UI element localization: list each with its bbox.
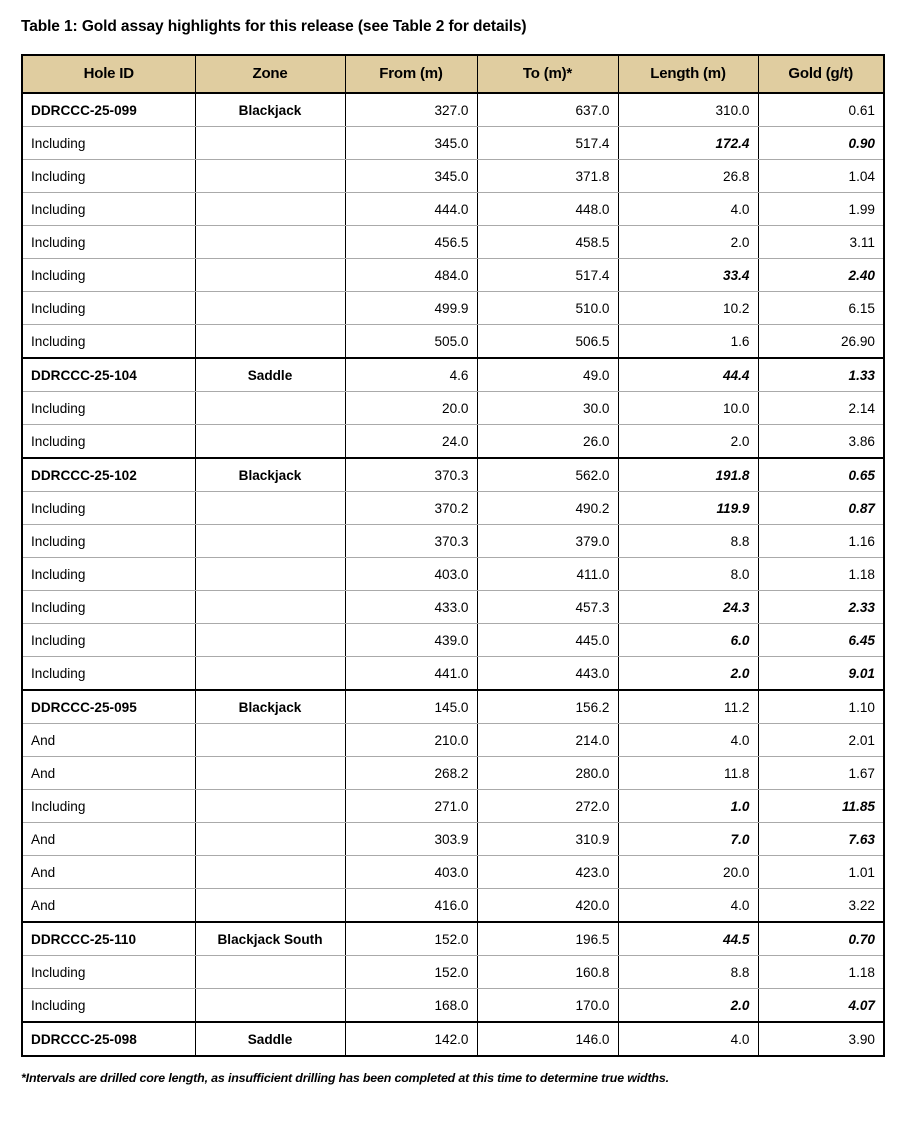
table-row <box>22 160 884 193</box>
cell-to: 506.5 <box>477 325 618 359</box>
cell-to: 280.0 <box>477 757 618 790</box>
cell-hole-id: And <box>22 823 195 856</box>
cell-from: 24.0 <box>345 425 477 459</box>
gold-assay-table <box>21 54 885 1057</box>
cell-hole-id: And <box>22 856 195 889</box>
cell-gold: 2.40 <box>758 259 884 292</box>
cell-from: 439.0 <box>345 624 477 657</box>
cell-hole-id: Including <box>22 790 195 823</box>
table-row <box>22 724 884 757</box>
cell-from: 456.5 <box>345 226 477 259</box>
table-row <box>22 690 884 724</box>
cell-zone <box>195 292 345 325</box>
cell-gold: 1.18 <box>758 558 884 591</box>
cell-gold: 3.22 <box>758 889 884 923</box>
cell-length: 6.0 <box>618 624 758 657</box>
table-row <box>22 956 884 989</box>
cell-zone <box>195 956 345 989</box>
cell-gold: 0.65 <box>758 458 884 492</box>
cell-gold: 3.90 <box>758 1022 884 1056</box>
cell-zone <box>195 160 345 193</box>
table-row <box>22 558 884 591</box>
cell-to: 156.2 <box>477 690 618 724</box>
cell-zone <box>195 591 345 624</box>
cell-gold: 2.14 <box>758 392 884 425</box>
cell-from: 370.3 <box>345 458 477 492</box>
cell-zone <box>195 392 345 425</box>
cell-hole-id: DDRCCC-25-110 <box>22 922 195 956</box>
cell-hole-id: Including <box>22 591 195 624</box>
column-header-length: Length (m) <box>618 55 758 93</box>
cell-hole-id: Including <box>22 226 195 259</box>
cell-gold: 7.63 <box>758 823 884 856</box>
cell-to: 517.4 <box>477 127 618 160</box>
cell-gold: 1.04 <box>758 160 884 193</box>
cell-hole-id: Including <box>22 259 195 292</box>
cell-zone <box>195 193 345 226</box>
cell-from: 345.0 <box>345 160 477 193</box>
cell-length: 172.4 <box>618 127 758 160</box>
cell-to: 490.2 <box>477 492 618 525</box>
cell-to: 637.0 <box>477 93 618 127</box>
cell-zone <box>195 558 345 591</box>
cell-hole-id: Including <box>22 392 195 425</box>
cell-to: 49.0 <box>477 358 618 392</box>
cell-to: 371.8 <box>477 160 618 193</box>
cell-gold: 4.07 <box>758 989 884 1023</box>
cell-length: 8.8 <box>618 525 758 558</box>
cell-zone <box>195 492 345 525</box>
table-row <box>22 193 884 226</box>
table-row <box>22 458 884 492</box>
cell-length: 119.9 <box>618 492 758 525</box>
table-header <box>22 55 884 93</box>
cell-gold: 3.11 <box>758 226 884 259</box>
cell-length: 44.5 <box>618 922 758 956</box>
cell-zone <box>195 889 345 923</box>
cell-zone <box>195 657 345 691</box>
cell-to: 146.0 <box>477 1022 618 1056</box>
cell-to: 411.0 <box>477 558 618 591</box>
cell-zone <box>195 856 345 889</box>
cell-length: 10.0 <box>618 392 758 425</box>
cell-hole-id: Including <box>22 325 195 359</box>
cell-zone: Blackjack <box>195 458 345 492</box>
cell-zone: Saddle <box>195 358 345 392</box>
cell-gold: 1.99 <box>758 193 884 226</box>
cell-hole-id: Including <box>22 525 195 558</box>
cell-to: 423.0 <box>477 856 618 889</box>
cell-from: 327.0 <box>345 93 477 127</box>
cell-length: 310.0 <box>618 93 758 127</box>
cell-from: 484.0 <box>345 259 477 292</box>
cell-hole-id: DDRCCC-25-099 <box>22 93 195 127</box>
table-row <box>22 591 884 624</box>
table-row <box>22 292 884 325</box>
table-footnote: *Intervals are drilled core length, as insufficient drilling has been completed at this time to determine true widths. <box>21 1071 669 1085</box>
cell-to: 457.3 <box>477 591 618 624</box>
cell-zone: Blackjack <box>195 690 345 724</box>
cell-from: 152.0 <box>345 922 477 956</box>
cell-length: 8.0 <box>618 558 758 591</box>
cell-to: 170.0 <box>477 989 618 1023</box>
cell-to: 510.0 <box>477 292 618 325</box>
table-row <box>22 93 884 127</box>
cell-zone <box>195 425 345 459</box>
cell-length: 2.0 <box>618 657 758 691</box>
cell-from: 168.0 <box>345 989 477 1023</box>
table-body <box>22 93 884 1056</box>
cell-hole-id: DDRCCC-25-098 <box>22 1022 195 1056</box>
table-row <box>22 1022 884 1056</box>
column-header-zone: Zone <box>195 55 345 93</box>
cell-hole-id: Including <box>22 558 195 591</box>
table-header-row <box>22 55 884 93</box>
cell-to: 443.0 <box>477 657 618 691</box>
cell-to: 458.5 <box>477 226 618 259</box>
cell-from: 145.0 <box>345 690 477 724</box>
table-row <box>22 989 884 1023</box>
cell-length: 4.0 <box>618 1022 758 1056</box>
cell-zone <box>195 724 345 757</box>
table-row <box>22 127 884 160</box>
cell-to: 448.0 <box>477 193 618 226</box>
cell-hole-id: DDRCCC-25-102 <box>22 458 195 492</box>
cell-gold: 1.18 <box>758 956 884 989</box>
table-caption: Table 1: Gold assay highlights for this release (see Table 2 for details) <box>21 18 527 35</box>
cell-gold: 0.87 <box>758 492 884 525</box>
cell-from: 142.0 <box>345 1022 477 1056</box>
cell-from: 370.3 <box>345 525 477 558</box>
cell-gold: 0.70 <box>758 922 884 956</box>
cell-to: 420.0 <box>477 889 618 923</box>
table-row <box>22 259 884 292</box>
table-row <box>22 757 884 790</box>
table-row <box>22 425 884 459</box>
column-header-gold: Gold (g/t) <box>758 55 884 93</box>
cell-length: 4.0 <box>618 724 758 757</box>
cell-hole-id: Including <box>22 425 195 459</box>
cell-zone: Saddle <box>195 1022 345 1056</box>
table-row <box>22 624 884 657</box>
cell-gold: 1.01 <box>758 856 884 889</box>
cell-hole-id: And <box>22 724 195 757</box>
cell-gold: 1.16 <box>758 525 884 558</box>
cell-hole-id: Including <box>22 292 195 325</box>
cell-hole-id: Including <box>22 956 195 989</box>
cell-from: 499.9 <box>345 292 477 325</box>
cell-to: 214.0 <box>477 724 618 757</box>
cell-to: 160.8 <box>477 956 618 989</box>
cell-gold: 26.90 <box>758 325 884 359</box>
cell-from: 271.0 <box>345 790 477 823</box>
cell-to: 26.0 <box>477 425 618 459</box>
cell-gold: 2.33 <box>758 591 884 624</box>
cell-hole-id: DDRCCC-25-095 <box>22 690 195 724</box>
cell-hole-id: Including <box>22 127 195 160</box>
cell-zone <box>195 259 345 292</box>
cell-zone <box>195 989 345 1023</box>
cell-hole-id: DDRCCC-25-104 <box>22 358 195 392</box>
cell-from: 152.0 <box>345 956 477 989</box>
cell-length: 2.0 <box>618 425 758 459</box>
table-row <box>22 856 884 889</box>
cell-zone <box>195 757 345 790</box>
cell-length: 191.8 <box>618 458 758 492</box>
table-row <box>22 226 884 259</box>
cell-gold: 9.01 <box>758 657 884 691</box>
cell-length: 44.4 <box>618 358 758 392</box>
cell-length: 4.0 <box>618 193 758 226</box>
cell-hole-id: Including <box>22 624 195 657</box>
cell-from: 416.0 <box>345 889 477 923</box>
table-row <box>22 790 884 823</box>
cell-from: 4.6 <box>345 358 477 392</box>
cell-from: 20.0 <box>345 392 477 425</box>
cell-zone <box>195 790 345 823</box>
cell-hole-id: And <box>22 757 195 790</box>
cell-length: 24.3 <box>618 591 758 624</box>
cell-hole-id: Including <box>22 492 195 525</box>
cell-length: 11.2 <box>618 690 758 724</box>
column-header-from: From (m) <box>345 55 477 93</box>
cell-gold: 1.10 <box>758 690 884 724</box>
cell-length: 10.2 <box>618 292 758 325</box>
cell-from: 303.9 <box>345 823 477 856</box>
cell-hole-id: Including <box>22 657 195 691</box>
cell-length: 1.0 <box>618 790 758 823</box>
cell-length: 20.0 <box>618 856 758 889</box>
cell-gold: 1.33 <box>758 358 884 392</box>
cell-from: 505.0 <box>345 325 477 359</box>
cell-gold: 3.86 <box>758 425 884 459</box>
cell-to: 196.5 <box>477 922 618 956</box>
cell-from: 433.0 <box>345 591 477 624</box>
cell-gold: 6.15 <box>758 292 884 325</box>
table-row <box>22 525 884 558</box>
cell-from: 441.0 <box>345 657 477 691</box>
cell-from: 370.2 <box>345 492 477 525</box>
cell-hole-id: Including <box>22 160 195 193</box>
table-row <box>22 823 884 856</box>
cell-to: 517.4 <box>477 259 618 292</box>
table-row <box>22 392 884 425</box>
cell-length: 2.0 <box>618 989 758 1023</box>
cell-to: 272.0 <box>477 790 618 823</box>
cell-to: 379.0 <box>477 525 618 558</box>
cell-from: 345.0 <box>345 127 477 160</box>
cell-zone <box>195 823 345 856</box>
cell-to: 310.9 <box>477 823 618 856</box>
cell-length: 33.4 <box>618 259 758 292</box>
cell-hole-id: Including <box>22 989 195 1023</box>
cell-zone <box>195 624 345 657</box>
column-header-to: To (m)* <box>477 55 618 93</box>
cell-zone <box>195 325 345 359</box>
cell-to: 445.0 <box>477 624 618 657</box>
cell-from: 403.0 <box>345 558 477 591</box>
table-row <box>22 657 884 691</box>
cell-gold: 6.45 <box>758 624 884 657</box>
cell-from: 210.0 <box>345 724 477 757</box>
cell-from: 268.2 <box>345 757 477 790</box>
table-row <box>22 358 884 392</box>
cell-from: 444.0 <box>345 193 477 226</box>
cell-zone: Blackjack South <box>195 922 345 956</box>
cell-gold: 0.90 <box>758 127 884 160</box>
cell-from: 403.0 <box>345 856 477 889</box>
cell-length: 2.0 <box>618 226 758 259</box>
cell-length: 8.8 <box>618 956 758 989</box>
cell-zone <box>195 525 345 558</box>
cell-length: 7.0 <box>618 823 758 856</box>
cell-length: 11.8 <box>618 757 758 790</box>
table-row <box>22 889 884 923</box>
cell-to: 562.0 <box>477 458 618 492</box>
table-row <box>22 325 884 359</box>
cell-hole-id: And <box>22 889 195 923</box>
cell-length: 1.6 <box>618 325 758 359</box>
cell-gold: 1.67 <box>758 757 884 790</box>
cell-gold: 0.61 <box>758 93 884 127</box>
cell-gold: 2.01 <box>758 724 884 757</box>
column-header-hole-id: Hole ID <box>22 55 195 93</box>
cell-length: 4.0 <box>618 889 758 923</box>
table-row <box>22 922 884 956</box>
cell-zone: Blackjack <box>195 93 345 127</box>
cell-hole-id: Including <box>22 193 195 226</box>
cell-zone <box>195 127 345 160</box>
cell-to: 30.0 <box>477 392 618 425</box>
cell-length: 26.8 <box>618 160 758 193</box>
cell-gold: 11.85 <box>758 790 884 823</box>
cell-zone <box>195 226 345 259</box>
table-row <box>22 492 884 525</box>
